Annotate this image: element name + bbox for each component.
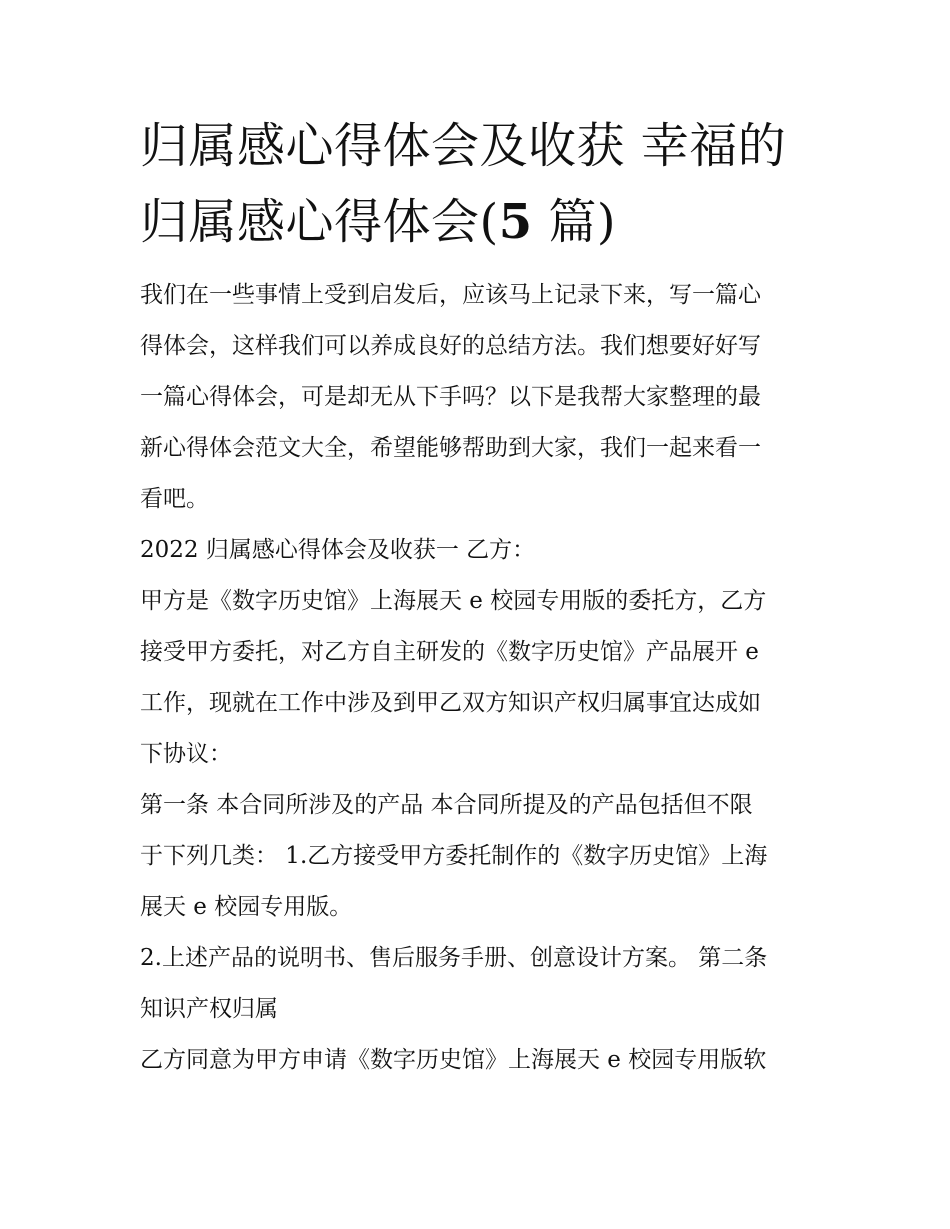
- paragraph-article-1: [140, 780, 820, 933]
- text-line: 得体会，这样我们可以养成良好的总结方法。我们想要好好写: [140, 333, 761, 359]
- text-line: 2022 归属感心得体会及收获一 乙方：: [140, 537, 536, 563]
- text-line: 2.上述产品的说明书、售后服务手册、创意设计方案。 第二条: [140, 945, 768, 971]
- section-heading: [140, 525, 820, 576]
- document-title: [140, 108, 820, 260]
- paragraph-continued: [140, 1035, 820, 1086]
- text-line: 于下列几类： 1.乙方接受甲方委托制作的《数字历史馆》上海: [140, 843, 768, 869]
- title-line-1: 归属感心得体会及收获 幸福的: [140, 118, 787, 174]
- text-line: 一篇心得体会，可是却无从下手吗？以下是我帮大家整理的最: [140, 384, 761, 410]
- text-line: 我们在一些事情上受到启发后，应该马上记录下来，写一篇心: [140, 282, 761, 308]
- title-line-2-suffix: 篇): [532, 194, 617, 250]
- text-line: 第一条 本合同所涉及的产品 本合同所提及的产品包括但不限: [140, 792, 753, 818]
- document-page: [140, 108, 820, 1086]
- text-line: 乙方同意为甲方申请《数字历史馆》上海展天 e 校园专用版软: [140, 1047, 767, 1073]
- text-line: 新心得体会范文大全，希望能够帮助到大家，我们一起来看一: [140, 435, 761, 461]
- text-line: 下协议：: [140, 741, 232, 767]
- text-line: 甲方是《数字历史馆》上海展天 e 校园专用版的委托方，乙方: [140, 588, 767, 614]
- text-line: 展天 e 校园专用版。: [140, 894, 353, 920]
- text-line: 知识产权归属: [140, 996, 278, 1022]
- paragraph-party: [140, 576, 820, 780]
- text-line: 看吧。: [140, 486, 209, 512]
- paragraph-intro: [140, 270, 820, 525]
- paragraph-article-2: [140, 933, 820, 1035]
- title-line-2: [140, 184, 820, 260]
- title-count: 5: [498, 194, 533, 250]
- text-line: 接受甲方委托，对乙方自主研发的《数字历史馆》产品展开 e: [140, 639, 759, 665]
- title-line-2-prefix: 归属感心得体会(: [140, 194, 499, 250]
- text-line: 工作，现就在工作中涉及到甲乙双方知识产权归属事宜达成如: [140, 690, 761, 716]
